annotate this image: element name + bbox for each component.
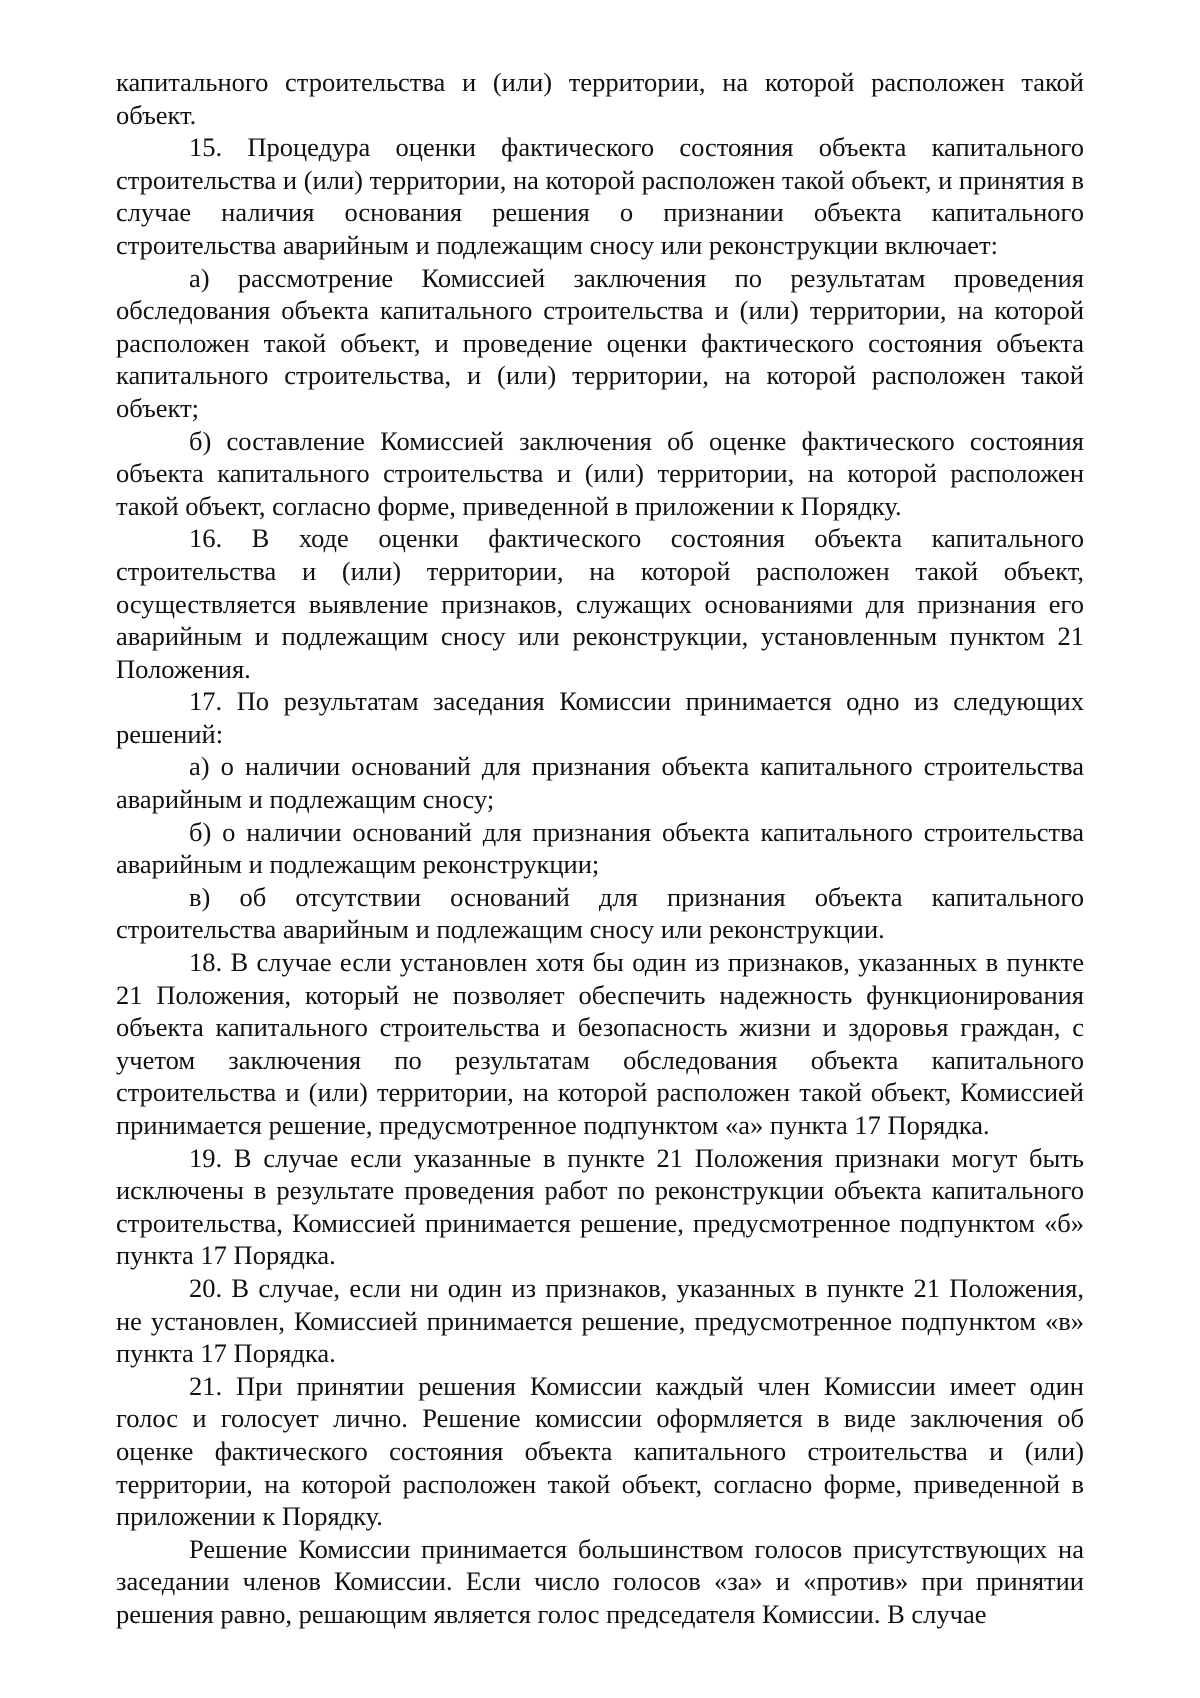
paragraph-15: 15. Процедура оценки фактического состояния объекта капитального строительства и (или) территории, на которой расположен такой объект, и принятия в случае наличия основания решения о признании объекта капитального строительства аварийным и подлежащим сносу или реконструкции включает: <box>116 132 1084 260</box>
paragraph-17-v: в) об отсутствии оснований для признания объекта капитального строительства аварийным и подлежащим сносу или реконструкции. <box>116 881 1084 945</box>
paragraph-continuation: капитального строительства и (или) территории, на которой расположен такой объект. <box>116 67 1084 130</box>
document-page <box>116 66 1084 1631</box>
paragraph-20: 20. В случае, если ни один из признаков, указанных в пункте 21 Положения, не установлен, Комиссией принимается решение, предусмотренное подпунктом «в» пункта 17 Порядка. <box>116 1272 1084 1369</box>
paragraph-15-a: а) рассмотрение Комиссией заключения по результатам проведения обследования объекта капитального строительства и (или) территории, на которой расположен такой объект, и проведение оценки фактического состояния объекта капитального строительства, и (или) территории, на которой расположен такой объект; <box>116 262 1084 423</box>
paragraph-21-voting: Решение Комиссии принимается большинством голосов присутствующих на заседании членов Комиссии. Если число голосов «за» и «против» при принятии решения равно, решающим является голос председателя Комиссии. В случае <box>116 1533 1084 1629</box>
paragraph-18: 18. В случае если установлен хотя бы один из признаков, указанных в пункте 21 Положения, который не позволяет обеспечить надежность функционирования объекта капитального строительства и безопасность жизни и здоровья граждан, с учетом заключения по результатам обследования объекта капитального строительства и (или) территории, на которой расположен такой объект, Комиссией принимается решение, предусмотренное подпунктом «а» пункта 17 Порядка. <box>116 947 1084 1140</box>
paragraph-17-a: а) о наличии оснований для признания объекта капитального строительства аварийным и подлежащим сносу; <box>116 751 1084 815</box>
paragraph-15-b: б) составление Комиссией заключения об оценке фактического состояния объекта капитального строительства и (или) территории, на которой расположен такой объект, согласно форме, приведенной в приложении к Порядку. <box>116 425 1084 521</box>
paragraph-19: 19. В случае если указанные в пункте 21 Положения признаки могут быть исключены в результате проведения работ по реконструкции объекта капитального строительства, Комиссией принимается решение, предусмотренное подпунктом «б» пункта 17 Порядка. <box>116 1142 1084 1271</box>
paragraph-17: 17. По результатам заседания Комиссии принимается одно из следующих решений: <box>116 686 1084 749</box>
paragraph-21: 21. При принятии решения Комиссии каждый член Комиссии имеет один голос и голосует лично. Решение комиссии оформляется в виде заключения об оценке фактического состояния объекта капитального строительства и (или) территории, на которой расположен такой объект, согласно форме, приведенной в приложении к Порядку. <box>116 1370 1084 1532</box>
paragraph-16: 16. В ходе оценки фактического состояния объекта капитального строительства и (или) территории, на которой расположен такой объект, осуществляется выявление признаков, служащих основаниями для признания его аварийным и подлежащим сносу или реконструкции, установленным пунктом 21 Положения. <box>116 523 1084 684</box>
paragraph-17-b: б) о наличии оснований для признания объекта капитального строительства аварийным и подлежащим реконструкции; <box>116 816 1084 880</box>
